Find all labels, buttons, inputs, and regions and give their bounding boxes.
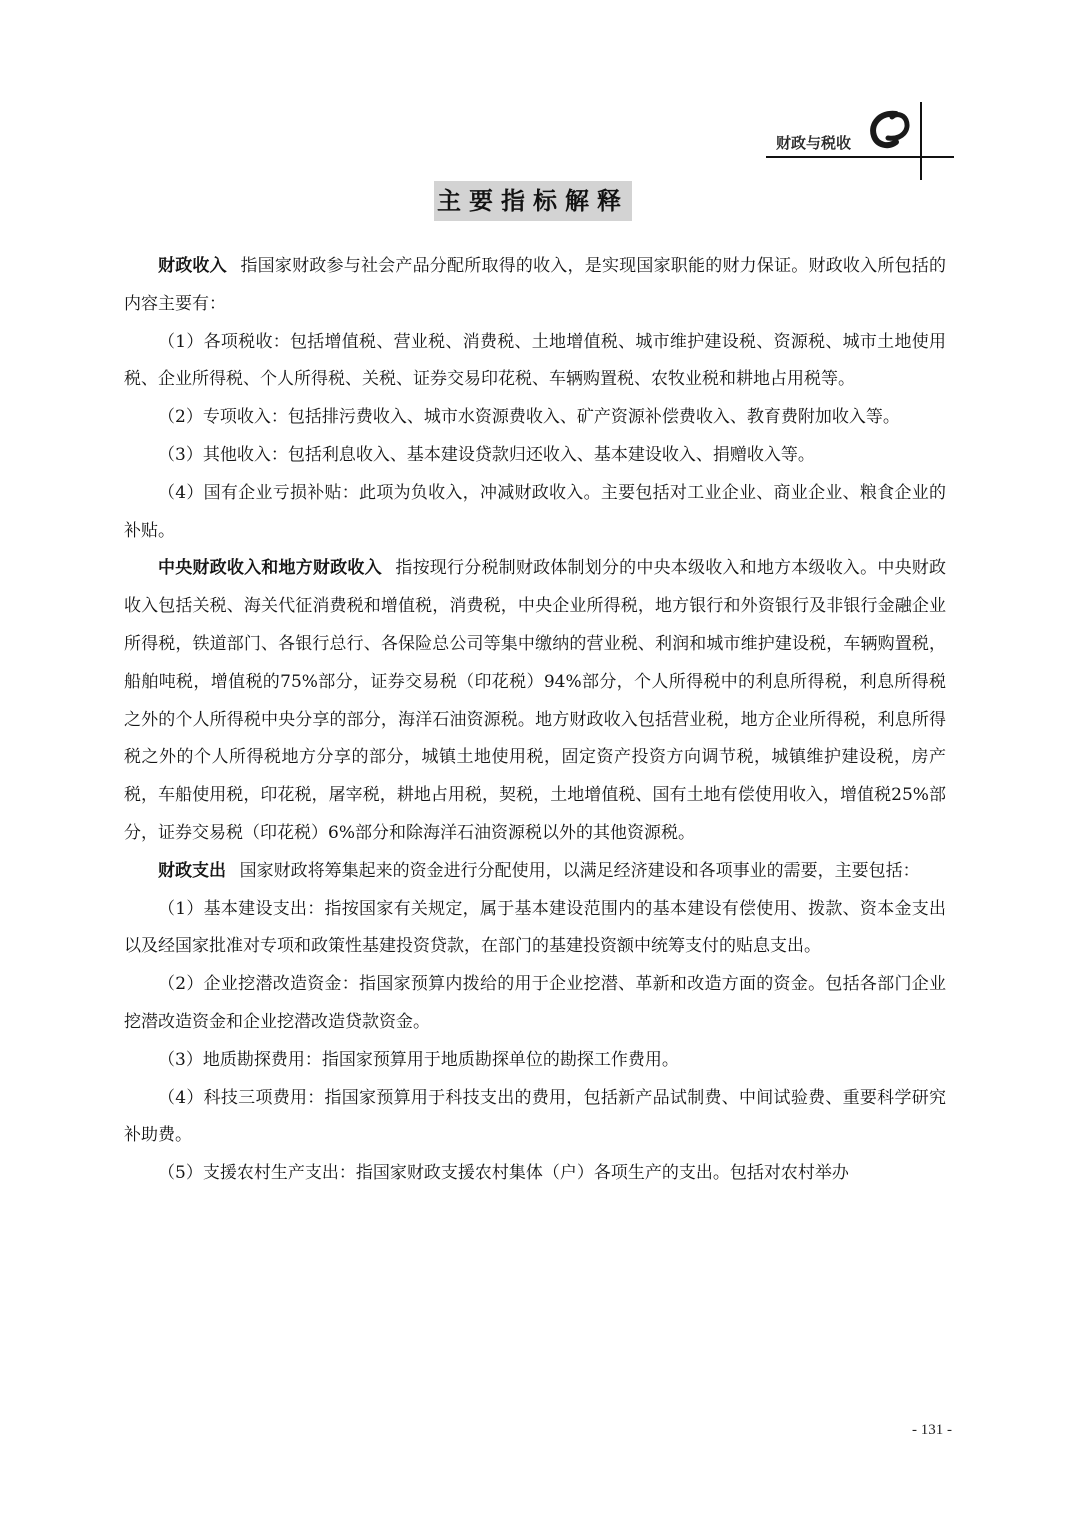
paragraph-text: （3）地质勘探费用：指国家预算用于地质勘探单位的勘探工作费用。 bbox=[158, 1049, 679, 1070]
body-text bbox=[124, 248, 946, 1193]
paragraph-text: 指国家财政参与社会产品分配所取得的收入，是实现国家职能的财力保证。财政收入所包括的内容主要有： bbox=[124, 256, 947, 314]
paragraph bbox=[124, 891, 946, 967]
paragraph-text: （3）其他收入：包括利息收入、基本建设贷款归还收入、基本建设收入、捐赠收入等。 bbox=[158, 444, 815, 465]
paragraph-text: （4）国有企业亏损补贴：此项为负收入，冲减财政收入。主要包括对工业企业、商业企业、粮食企业的补贴。 bbox=[124, 482, 946, 541]
paragraph bbox=[124, 324, 946, 400]
term-heading: 财政支出 bbox=[158, 860, 226, 881]
paragraph bbox=[124, 853, 946, 891]
paragraph-text: （5）支援农村生产支出：指国家财政支援农村集体（户）各项生产的支出。包括对农村举办 bbox=[158, 1163, 849, 1184]
paragraph-text: （2）专项收入：包括排污费收入、城市水资源费收入、矿产资源补偿费收入、教育费附加收入等。 bbox=[158, 407, 900, 428]
paragraph-text: （1）各项税收：包括增值税、营业税、消费税、土地增值税、城市维护建设税、资源税、城市土地使用税、企业所得税、个人所得税、关税、证券交易印花税、车辆购置税、农牧业税和耕地占用税等。 bbox=[124, 331, 946, 390]
paragraph bbox=[124, 966, 946, 1042]
paragraph-text: 指按现行分税制财政体制划分的中央本级收入和地方本级收入。中央财政收入包括关税、海关代征消费税和增值税，消费税，中央企业所得税，地方银行和外资银行及非银行金融企业所得税，铁道部门、各银行总行、各保险总公司等集中缴纳的营业税、利润和城市维护建设税，车辆购置税，船舶吨税，增值税的75%部分，证券交易税（印花税）94%部分，个人所得税中的利息所得税，利息所得税之外的个人所得税中央分享的部分，海洋石油资源税。地方财政收入包括营业税，地方企业所得税，利息所得税之外的个人所得税地方分享的部分，城镇土地使用税，固定资产投资方向调节税，城镇维护建设税，房产税，车船使用税，印花税，屠宰税，耕地占用税，契税，土地增值税、国有土地有偿使用收入，增值税25%部分，证券交易税（印花税）6%部分和除海洋石油资源税以外的其他资源税。 bbox=[124, 558, 947, 843]
paragraph bbox=[124, 248, 946, 324]
header-horizontal-rule bbox=[766, 156, 954, 158]
page-title: 主要指标解释 bbox=[434, 181, 632, 221]
paragraph bbox=[124, 1155, 946, 1193]
stylized-circle-logo-icon bbox=[866, 108, 914, 152]
paragraph bbox=[124, 437, 946, 475]
paragraph-text: （1）基本建设支出：指按国家有关规定，属于基本建设范围内的基本建设有偿使用、拨款、资本金支出以及经国家批准对专项和政策性基建投资贷款，在部门的基建投资额中统筹支付的贴息支出。 bbox=[124, 898, 946, 957]
paragraph bbox=[124, 550, 946, 852]
paragraph bbox=[124, 475, 946, 551]
term-heading: 财政收入 bbox=[158, 256, 227, 276]
section-label: 财政与税收 bbox=[776, 134, 852, 152]
paragraph-text: （4）科技三项费用：指国家预算用于科技支出的费用，包括新产品试制费、中间试验费、重要科学研究补助费。 bbox=[124, 1087, 946, 1146]
running-header bbox=[760, 96, 960, 178]
page-number: - 131 - bbox=[912, 1422, 952, 1438]
paragraph-text: 国家财政将筹集起来的资金进行分配使用，以满足经济建设和各项事业的需要，主要包括： bbox=[239, 860, 920, 881]
header-vertical-rule bbox=[920, 102, 922, 180]
paragraph bbox=[124, 399, 946, 437]
paragraph bbox=[124, 1042, 946, 1080]
paragraph bbox=[124, 1080, 946, 1156]
paragraph-text: （2）企业挖潜改造资金：指国家预算内拨给的用于企业挖潜、革新和改造方面的资金。包括各部门企业挖潜改造资金和企业挖潜改造贷款资金。 bbox=[124, 974, 946, 1032]
term-heading: 中央财政收入和地方财政收入 bbox=[158, 558, 382, 579]
